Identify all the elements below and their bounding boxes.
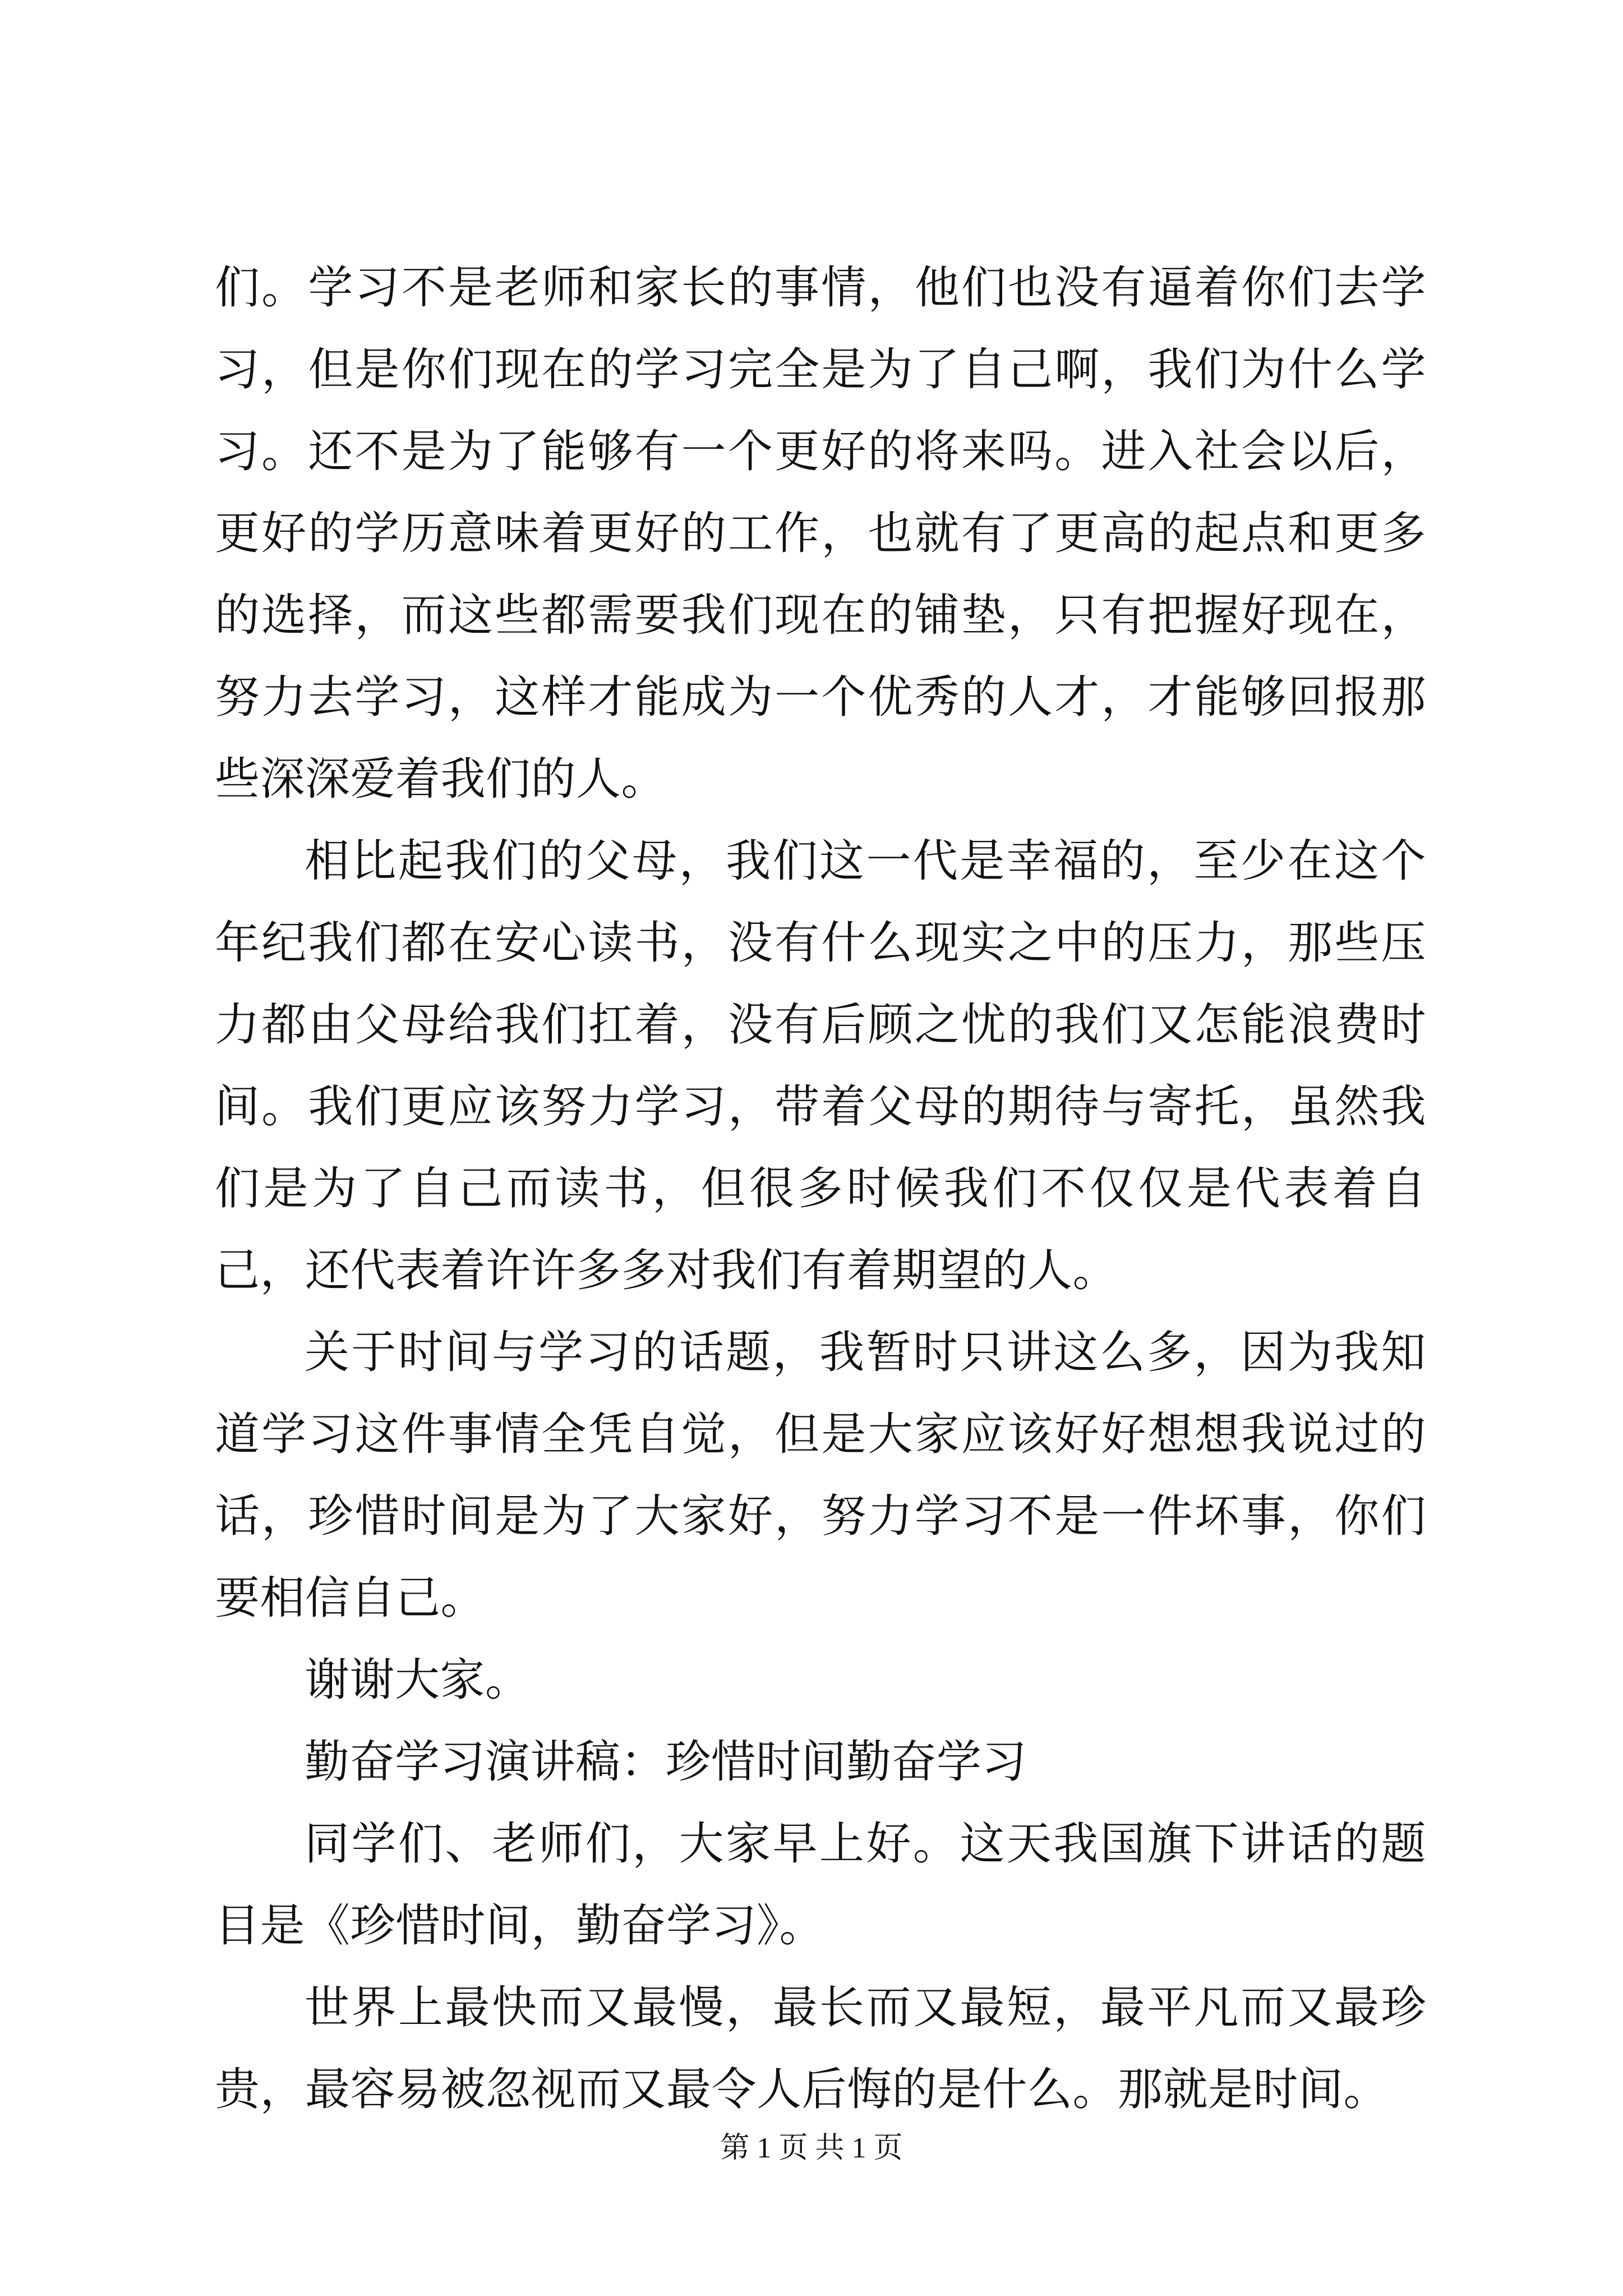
paragraph-2: 相比起我们的父母，我们这一代是幸福的，至少在这个年纪我们都在安心读书，没有什么现实之中的压力，那些压力都由父母给我们扛着，没有后顾之忧的我们又怎能浪费时间。我们更应该努力学习，带着父母的期待与寄托，虽然我们是为了自己而读书，但很多时候我们不仅仅是代表着自己，还代表着许许多多对我们有着期望的人。 [215,835,1426,1296]
document-body [215,247,1426,2131]
paragraph-1: 们。学习不是老师和家长的事情，他们也没有逼着你们去学习，但是你们现在的学习完全是为了自己啊，我们为什么学习。还不是为了能够有一个更好的将来吗。进入社会以后，更好的学历意味着更好的工作，也就有了更高的起点和更多的选择，而这些都需要我们现在的铺垫，只有把握好现在，努力去学习，这样才能成为一个优秀的人才，才能够回报那些深深爱着我们的人。 [215,261,1426,805]
paragraph-3: 关于时间与学习的话题，我暂时只讲这么多，因为我知道学习这件事情全凭自觉，但是大家应该好好想想我说过的话，珍惜时间是为了大家好，努力学习不是一件坏事，你们要相信自己。 [215,1326,1426,1624]
page-footer: 第 1 页 共 1 页 [720,2132,903,2164]
paragraph-6: 同学们、老师们，大家早上好。这天我国旗下讲话的题目是《珍惜时间，勤奋学习》。 [215,1818,1426,1952]
paragraph-7: 世界上最快而又最慢，最长而又最短，最平凡而又最珍贵，最容易被忽视而又最令人后悔的是什么。那就是时间。 [215,1981,1426,2115]
section-heading: 勤奋学习演讲稿：珍惜时间勤奋学习 [305,1736,1027,1788]
paragraph-4: 谢谢大家。 [305,1654,531,1706]
